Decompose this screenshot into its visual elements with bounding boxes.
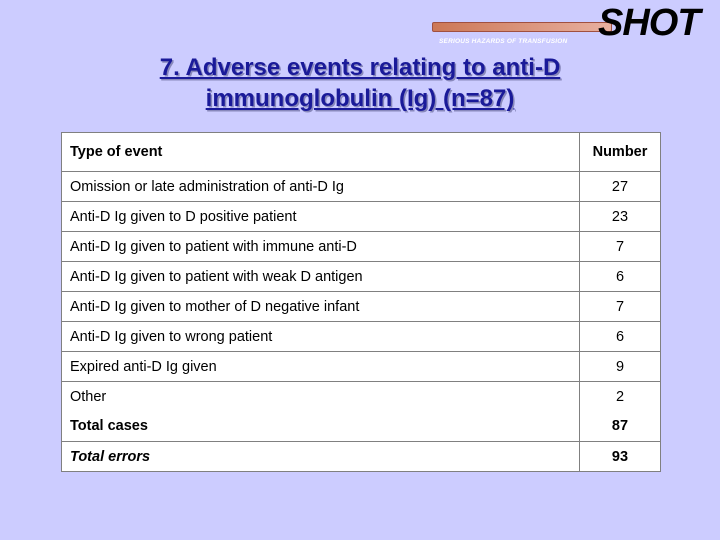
total-cases-number: 87	[580, 412, 661, 442]
row-event-label: Anti-D Ig given to patient with weak D antigen	[62, 262, 580, 292]
table-header-row	[62, 133, 661, 172]
row-event-number: 6	[580, 262, 661, 292]
row-event-number: 27	[580, 172, 661, 202]
total-errors-label: Total errors	[62, 442, 580, 472]
row-event-label: Omission or late administration of anti-D Ig	[62, 172, 580, 202]
logo-tagline: SERIOUS HAZARDS OF TRANSFUSION	[439, 38, 568, 45]
slide-title	[70, 52, 650, 114]
row-event-number: 9	[580, 352, 661, 382]
row-event-label: Anti-D Ig given to patient with immune anti-D	[62, 232, 580, 262]
events-table-container	[61, 132, 661, 472]
logo-tagline-bar	[432, 22, 612, 45]
row-event-number: 7	[580, 292, 661, 322]
table-row	[62, 322, 661, 352]
table-row	[62, 232, 661, 262]
logo-wordmark: SHOT	[598, 2, 700, 44]
row-event-number: 6	[580, 322, 661, 352]
row-event-label: Other	[62, 382, 580, 412]
table-row	[62, 382, 661, 412]
total-errors-number: 93	[580, 442, 661, 472]
total-errors-row	[62, 442, 661, 472]
row-event-label: Expired anti-D Ig given	[62, 352, 580, 382]
row-event-number: 23	[580, 202, 661, 232]
header-event-type: Type of event	[62, 133, 580, 172]
table-row	[62, 262, 661, 292]
slide-title-line2: immunoglobulin (Ig) (n=87)	[205, 85, 515, 112]
table-row	[62, 292, 661, 322]
header-number: Number	[580, 133, 661, 172]
row-event-number: 7	[580, 232, 661, 262]
shot-logo	[432, 2, 712, 48]
row-event-label: Anti-D Ig given to D positive patient	[62, 202, 580, 232]
table-row	[62, 202, 661, 232]
total-cases-label: Total cases	[62, 412, 580, 442]
table-row	[62, 172, 661, 202]
row-event-label: Anti-D Ig given to wrong patient	[62, 322, 580, 352]
table-row	[62, 352, 661, 382]
total-cases-row	[62, 412, 661, 442]
row-event-number: 2	[580, 382, 661, 412]
slide-title-line1: 7. Adverse events relating to anti-D	[159, 54, 561, 81]
row-event-label: Anti-D Ig given to mother of D negative infant	[62, 292, 580, 322]
adverse-events-table	[61, 132, 661, 472]
